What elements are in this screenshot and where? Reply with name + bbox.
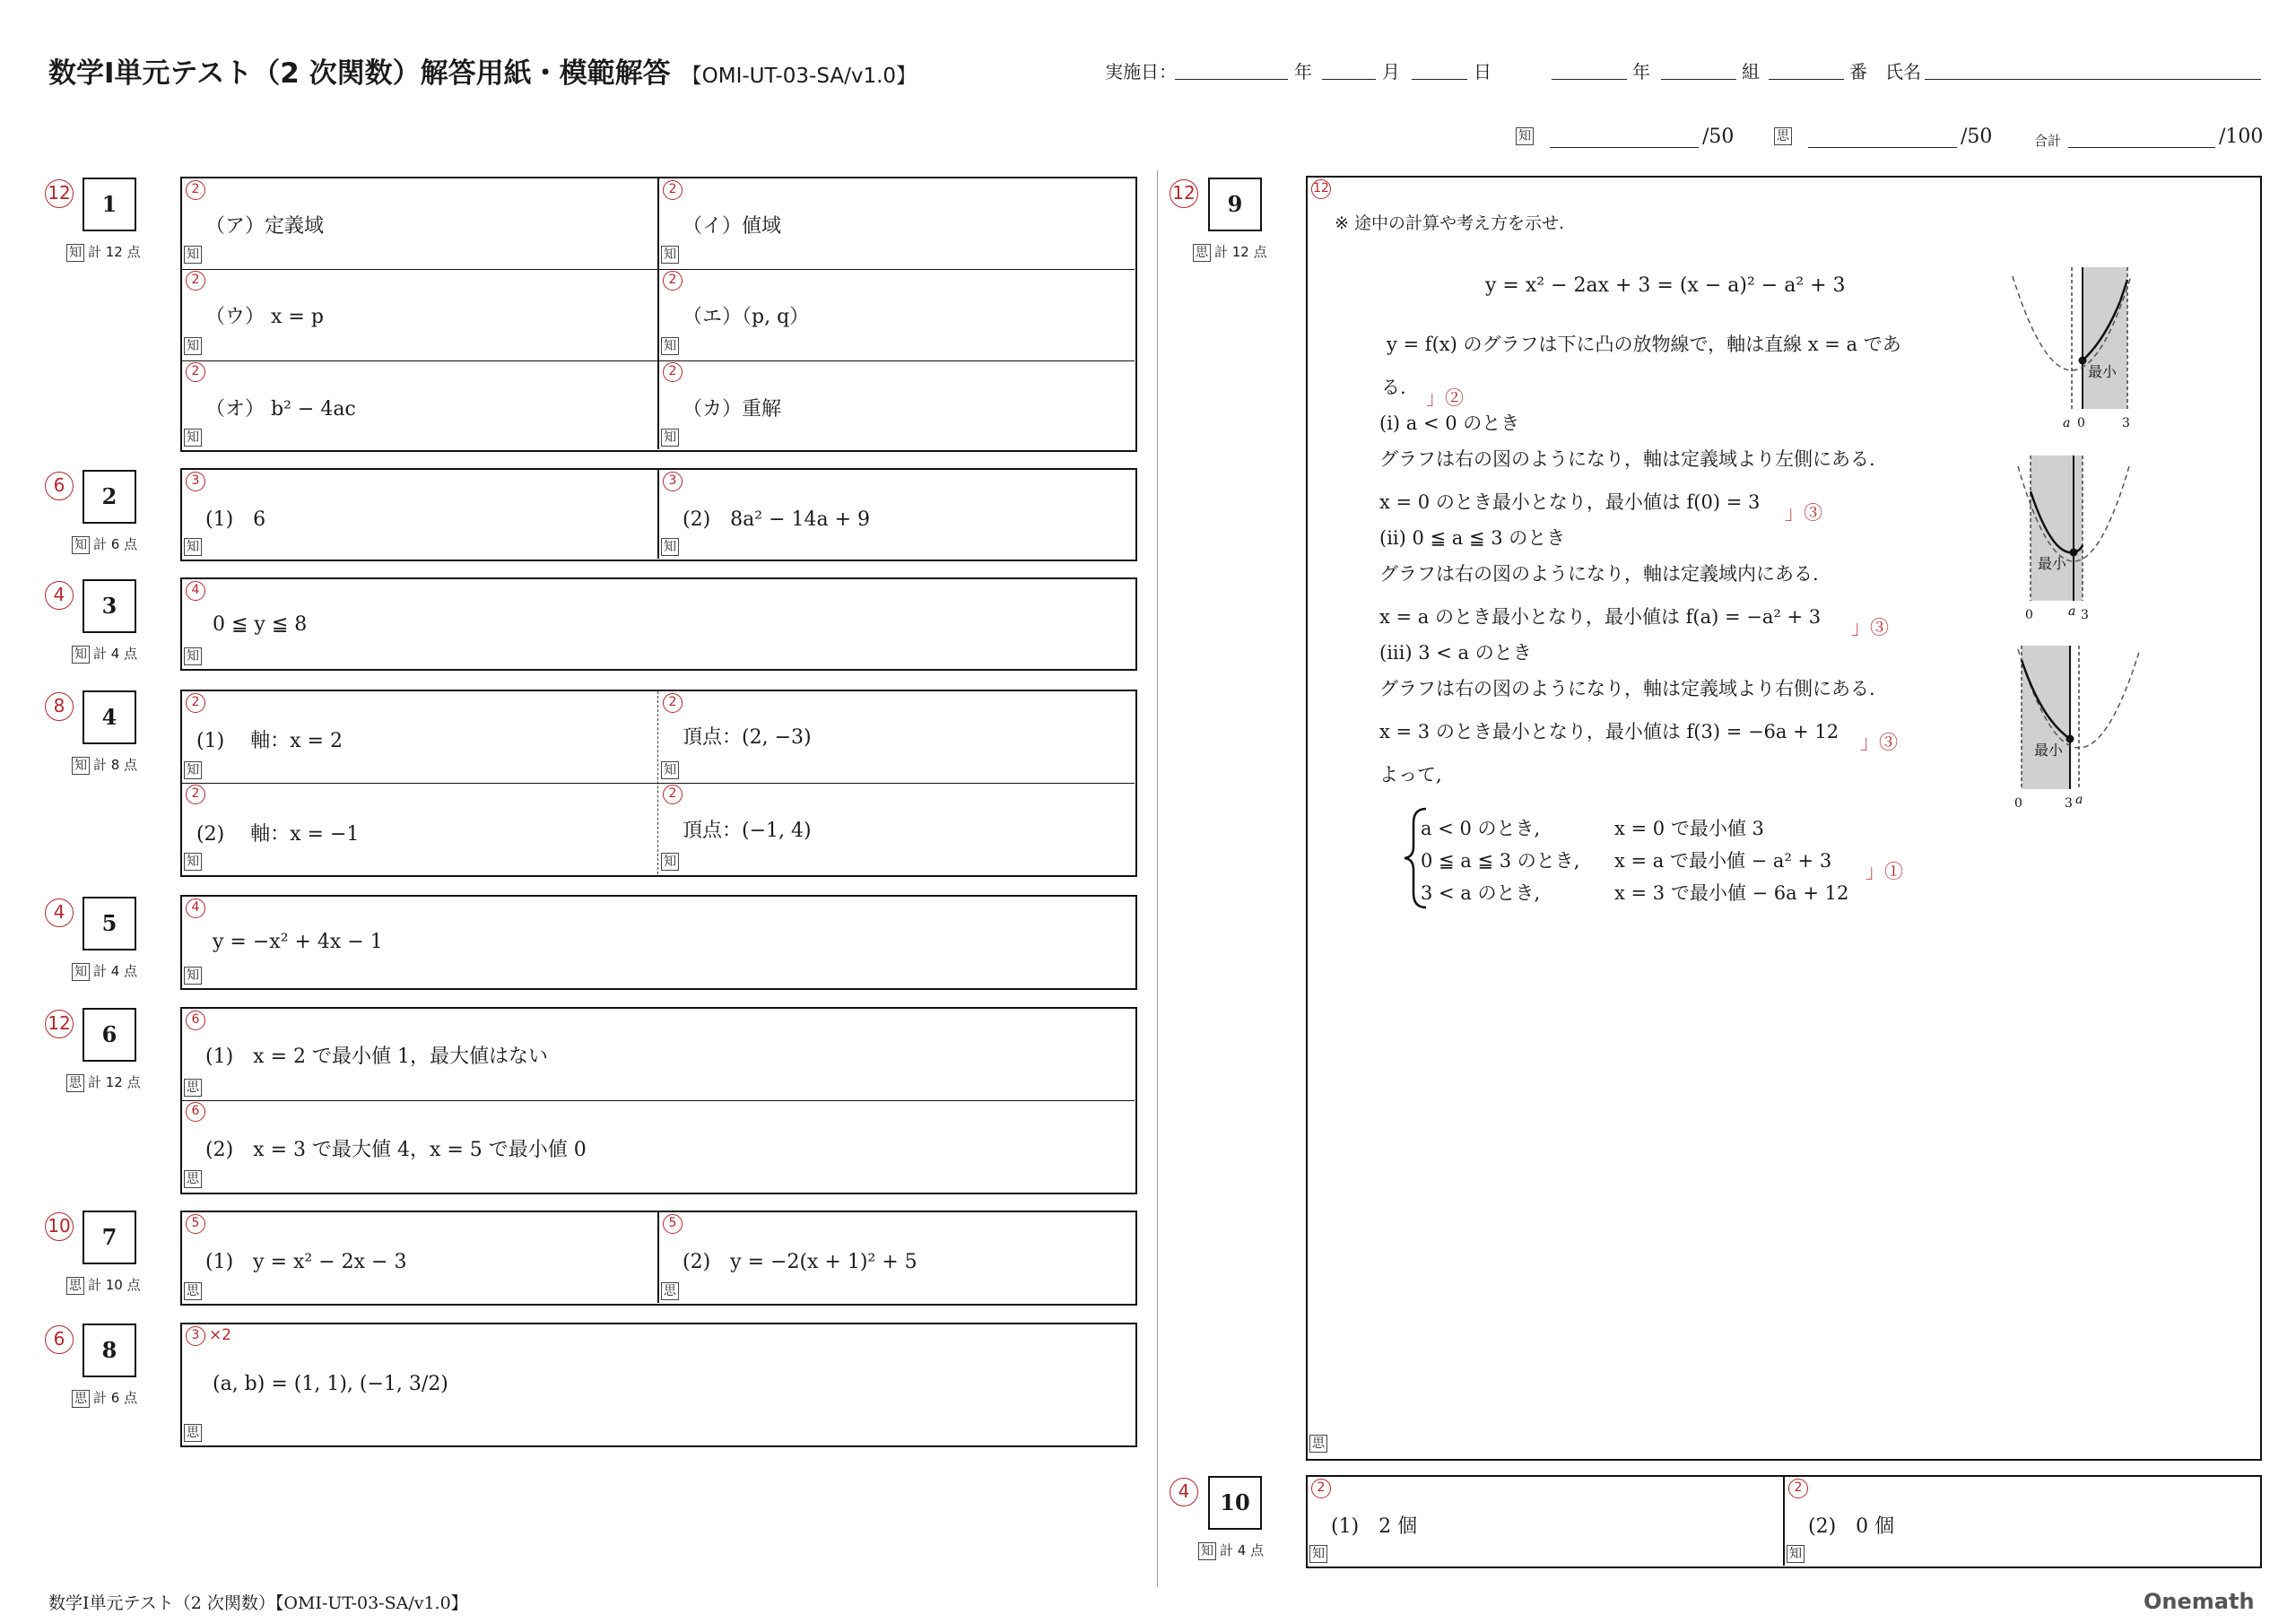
page-title — [48, 50, 917, 91]
q9-total: 思 計 12 点 — [1193, 242, 1267, 262]
q10-2-points: 2 — [1788, 1479, 1808, 1498]
number-field[interactable] — [1769, 79, 1844, 80]
fig3-min-point — [2066, 735, 2074, 743]
q7-2-answer: (2) y = −2(x + 1)² + 5 — [683, 1251, 918, 1273]
q10-2-tag: 知 — [1787, 1545, 1805, 1563]
q2-points-circle: 6 — [45, 472, 74, 500]
q9-case2: (ii) 0 ≦ a ≦ 3 のとき — [1379, 527, 1566, 549]
fig1-min-label: 最小 — [2088, 363, 2118, 380]
grade-label: 年 — [1632, 61, 1650, 82]
q6-answer-box — [180, 1007, 1137, 1194]
q10-number: 10 — [1208, 1476, 1262, 1530]
q4-1a-points: 2 — [186, 693, 205, 713]
q6-1-answer: (1) x = 2 で最小値 1，最大値はない — [205, 1046, 548, 1068]
q1-row-divider-2 — [182, 360, 1135, 361]
q9-case2-a: グラフは右の図のようになり，軸は定義域内にある. — [1379, 563, 1819, 585]
q6-2-answer: (2) x = 3 で最大値 4，x = 5 で最小値 0 — [205, 1139, 587, 1161]
q4-answer-box — [180, 690, 1137, 877]
q6-row-divider — [182, 1100, 1135, 1101]
q9-case3-a: グラフは右の図のようになり，軸は定義域より右側にある. — [1379, 678, 1875, 699]
q5-points: 4 — [186, 898, 205, 918]
q5-tag: 知 — [184, 967, 202, 985]
q2-1-answer: (1) 6 — [205, 508, 266, 531]
q7-1-tag: 思 — [184, 1282, 202, 1300]
q9-equation: y = x² − 2ax + 3 = (x − a)² − a² + 3 — [1485, 274, 1846, 297]
q1b-tag: 知 — [661, 246, 679, 264]
q10-answer-box — [1306, 1475, 2262, 1568]
q2-number: 2 — [83, 470, 136, 524]
fig3-tick-3: 3 — [2065, 796, 2073, 811]
fig2-min-point — [2070, 549, 2078, 557]
q4-2a-points: 2 — [186, 785, 205, 804]
q1a-answer: （ア）定義域 — [205, 215, 325, 238]
score-chi-field[interactable] — [1550, 147, 1699, 148]
fig3-min-label: 最小 — [2034, 742, 2064, 759]
class-field[interactable] — [1661, 79, 1736, 80]
q2-answer-box — [180, 468, 1137, 561]
q1f-answer: （カ）重解 — [683, 398, 782, 421]
date-month-field[interactable] — [1322, 79, 1376, 80]
fig2-min-label: 最小 — [2038, 555, 2067, 572]
score-chi-tag: 知 — [1516, 127, 1534, 145]
footer-text: 数学Ⅰ単元テスト（2 次関数）【OMI-UT-03-SA/v1.0】 — [48, 1593, 468, 1613]
q5-points-circle: 4 — [45, 898, 74, 927]
q1-points-circle: 12 — [45, 179, 74, 208]
q8-answer: (a, b) = (1, 1), (−1, 3/2) — [213, 1373, 448, 1395]
q1c-tag: 知 — [184, 337, 202, 355]
q3-points: 4 — [186, 581, 205, 601]
q9-summary-2b: x = a で最小値 − a² + 3 — [1614, 850, 1832, 872]
q1-col-divider — [657, 178, 659, 449]
column-separator — [1157, 170, 1158, 1587]
score-shi-tag: 思 — [1774, 127, 1792, 145]
q8-multiplier: ×2 — [209, 1326, 232, 1344]
class-label: 組 — [1742, 61, 1760, 82]
q9-line1: y = f(x) のグラフは下に凸の放物線で，軸は直線 x = a であ — [1387, 334, 1901, 355]
q10-1-answer: (1) 2 個 — [1331, 1515, 1418, 1538]
q4-2a-tag: 知 — [184, 853, 202, 871]
q1d-answer: （エ）（p, q） — [683, 306, 810, 328]
date-day-label: 日 — [1474, 61, 1492, 82]
fig1-min-point — [2079, 357, 2087, 365]
fig1-tick-0: 0 — [2077, 416, 2085, 430]
q2-2-answer: (2) 8a² − 14a + 9 — [683, 508, 871, 531]
q3-total: 知 計 4 点 — [72, 644, 137, 664]
fig1-domain-shade — [2083, 267, 2127, 409]
q4-1b-tag: 知 — [661, 761, 679, 779]
q6-2-tag: 思 — [184, 1170, 202, 1188]
q9-case3: (iii) 3 < a のとき — [1379, 642, 1532, 664]
q9-tag: 思 — [1309, 1435, 1327, 1453]
q1-number: 1 — [83, 178, 136, 231]
q3-tag: 知 — [184, 647, 202, 665]
q10-1-points: 2 — [1311, 1479, 1331, 1498]
number-label: 番 — [1849, 61, 1867, 82]
q9-case1-a: グラフは右の図のようになり，軸は定義域より左側にある. — [1379, 448, 1875, 470]
q6-2-points: 6 — [186, 1102, 205, 1122]
q9-summary-2a: 0 ≦ a ≦ 3 のとき, — [1421, 850, 1580, 872]
q9-line2: る. — [1381, 377, 1406, 398]
q5-number: 5 — [83, 897, 136, 950]
name-field[interactable] — [1925, 79, 2261, 80]
q1e-tag: 知 — [184, 429, 202, 447]
q4-2b-answer: 頂点：(−1, 4) — [683, 820, 812, 842]
q8-answer-box — [180, 1323, 1137, 1447]
grade-field[interactable] — [1552, 79, 1627, 80]
q7-2-tag: 思 — [661, 1282, 679, 1300]
score-shi-field[interactable] — [1808, 147, 1957, 148]
q4-1a-tag: 知 — [184, 761, 202, 779]
q9-summary-3a: 3 < a のとき, — [1421, 882, 1541, 904]
q1c-points: 2 — [186, 271, 205, 291]
q1d-points: 2 — [663, 271, 683, 291]
q2-total: 知 計 6 点 — [72, 534, 137, 554]
q10-1-tag: 知 — [1309, 1545, 1327, 1563]
q9-mark1: 」② — [1426, 387, 1464, 409]
date-year-label: 年 — [1294, 61, 1312, 82]
q10-col-divider — [1783, 1477, 1785, 1566]
fig2-tick-a: a — [2068, 604, 2076, 619]
q4-points-circle: 8 — [45, 692, 74, 721]
q9-figure-case3 — [2005, 638, 2149, 814]
q4-2b-points: 2 — [663, 785, 683, 804]
q1-row-divider-1 — [182, 269, 1135, 270]
q8-tag: 思 — [184, 1424, 202, 1442]
q5-answer-box — [180, 895, 1137, 990]
q7-1-answer: (1) y = x² − 2x − 3 — [205, 1251, 407, 1273]
fig1-tick-a: a — [2063, 416, 2071, 430]
q3-answer-box — [180, 577, 1137, 671]
q3-points-circle: 4 — [45, 581, 74, 610]
q2-col-divider — [657, 470, 659, 559]
q1a-points: 2 — [186, 180, 205, 200]
q1f-tag: 知 — [661, 429, 679, 447]
q9-case1-b: x = 0 のとき最小となり，最小値は f(0) = 3 — [1379, 491, 1761, 513]
fig2-tick-0: 0 — [2025, 608, 2033, 622]
q9-mark3: 」③ — [1851, 617, 1889, 638]
date-year-field[interactable] — [1175, 79, 1288, 80]
score-chi-max: /50 — [1702, 126, 1735, 148]
score-shi-max: /50 — [1961, 126, 1993, 148]
q3-number: 3 — [83, 579, 136, 633]
title-text: 数学Ⅰ単元テスト（2 次関数）解答用紙・模範解答 — [48, 57, 671, 90]
q1f-points: 2 — [663, 362, 683, 382]
q10-points-circle: 4 — [1170, 1478, 1198, 1506]
q7-2-points: 5 — [663, 1214, 683, 1234]
date-month-label: 月 — [1382, 61, 1400, 82]
q9-mark2: 」③ — [1785, 502, 1822, 524]
score-total-label: 合計 — [2034, 133, 2062, 149]
q9-case2-b: x = a のとき最小となり，最小値は f(a) = −a² + 3 — [1379, 606, 1822, 628]
q4-row-divider — [182, 783, 1135, 784]
q4-1a-answer: (1) 軸：x = 2 — [196, 730, 343, 752]
q6-points-circle: 12 — [45, 1010, 74, 1038]
title-code: 【OMI-UT-03-SA/v1.0】 — [681, 65, 918, 88]
fig3-tick-a: a — [2075, 793, 2083, 807]
q7-total: 思 計 10 点 — [66, 1275, 141, 1295]
q9-summary-1a: a < 0 のとき, — [1421, 818, 1541, 839]
q6-1-tag: 思 — [184, 1079, 202, 1097]
fig2-domain-shade — [2031, 456, 2083, 601]
q9-summary-1b: x = 0 で最小値 3 — [1614, 818, 1764, 839]
q10-total: 知 計 4 点 — [1198, 1541, 1264, 1560]
q9-points-circle: 12 — [1170, 179, 1198, 208]
onemath-logo: Onemath — [2144, 1589, 2255, 1614]
q7-answer-box — [180, 1211, 1137, 1306]
q1e-answer: （オ） b² − 4ac — [205, 398, 356, 421]
q4-2a-answer: (2) 軸：x = −1 — [196, 823, 360, 846]
q9-case1: (i) a < 0 のとき — [1379, 412, 1520, 434]
q8-total: 思 計 6 点 — [72, 1388, 137, 1408]
q9-summary-3b: x = 3 で最小値 − 6a + 12 — [1614, 882, 1849, 904]
fig2-tick-3: 3 — [2081, 608, 2089, 622]
q7-1-points: 5 — [186, 1214, 205, 1234]
date-label: 実施日： — [1105, 61, 1177, 82]
q9-points: 12 — [1311, 179, 1331, 199]
q8-number: 8 — [83, 1324, 136, 1377]
q7-points-circle: 10 — [45, 1212, 74, 1241]
q9-yotte: よって, — [1379, 764, 1442, 785]
q2-1-tag: 知 — [184, 538, 202, 556]
q5-answer: y = −x² + 4x − 1 — [213, 931, 383, 953]
q1b-points: 2 — [663, 180, 683, 200]
score-total-field[interactable] — [2068, 147, 2215, 148]
q4-2b-tag: 知 — [661, 853, 679, 871]
name-label: 氏名 — [1885, 61, 1921, 82]
q9-figure-case2 — [2005, 448, 2149, 628]
q4-1b-answer: 頂点：(2, −3) — [683, 726, 812, 749]
q8-points: 3 — [186, 1326, 205, 1346]
q10-2-answer: (2) 0 個 — [1808, 1515, 1895, 1538]
q1-total: 知 計 12 点 — [66, 242, 141, 262]
q4-number: 4 — [83, 690, 136, 744]
q7-col-divider — [657, 1212, 659, 1303]
q9-case3-b: x = 3 のとき最小となり，最小値は f(3) = −6a + 12 — [1379, 721, 1839, 742]
q6-total: 思 計 12 点 — [66, 1072, 141, 1092]
q6-number: 6 — [83, 1008, 136, 1062]
q1c-answer: （ウ） x = p — [205, 306, 324, 328]
q9-mark4: 」③ — [1860, 732, 1898, 753]
q2-2-points: 3 — [663, 472, 683, 491]
q7-number: 7 — [83, 1211, 136, 1264]
date-day-field[interactable] — [1412, 79, 1467, 80]
q9-note: ※ 途中の計算や考え方を示せ. — [1335, 213, 1564, 233]
q1e-points: 2 — [186, 362, 205, 382]
q1-answer-box — [180, 177, 1137, 452]
q1d-tag: 知 — [661, 337, 679, 355]
q9-mark5: 」① — [1866, 861, 1903, 882]
q9-number: 9 — [1208, 178, 1262, 231]
q9-figure-case1 — [2005, 260, 2149, 436]
q5-total: 知 計 4 点 — [72, 961, 137, 981]
fig1-tick-3: 3 — [2122, 416, 2130, 430]
q6-1-points: 6 — [186, 1011, 205, 1030]
q8-points-circle: 6 — [45, 1325, 74, 1354]
fig3-tick-0: 0 — [2014, 796, 2022, 811]
q4-total: 知 計 8 点 — [72, 755, 137, 775]
q1b-answer: （イ）値域 — [683, 215, 782, 238]
q1a-tag: 知 — [184, 246, 202, 264]
q2-1-points: 3 — [186, 472, 205, 491]
q4-1b-points: 2 — [663, 693, 683, 713]
q3-answer: 0 ≦ y ≦ 8 — [213, 613, 308, 636]
q2-2-tag: 知 — [661, 538, 679, 556]
score-total-max: /100 — [2219, 126, 2264, 148]
